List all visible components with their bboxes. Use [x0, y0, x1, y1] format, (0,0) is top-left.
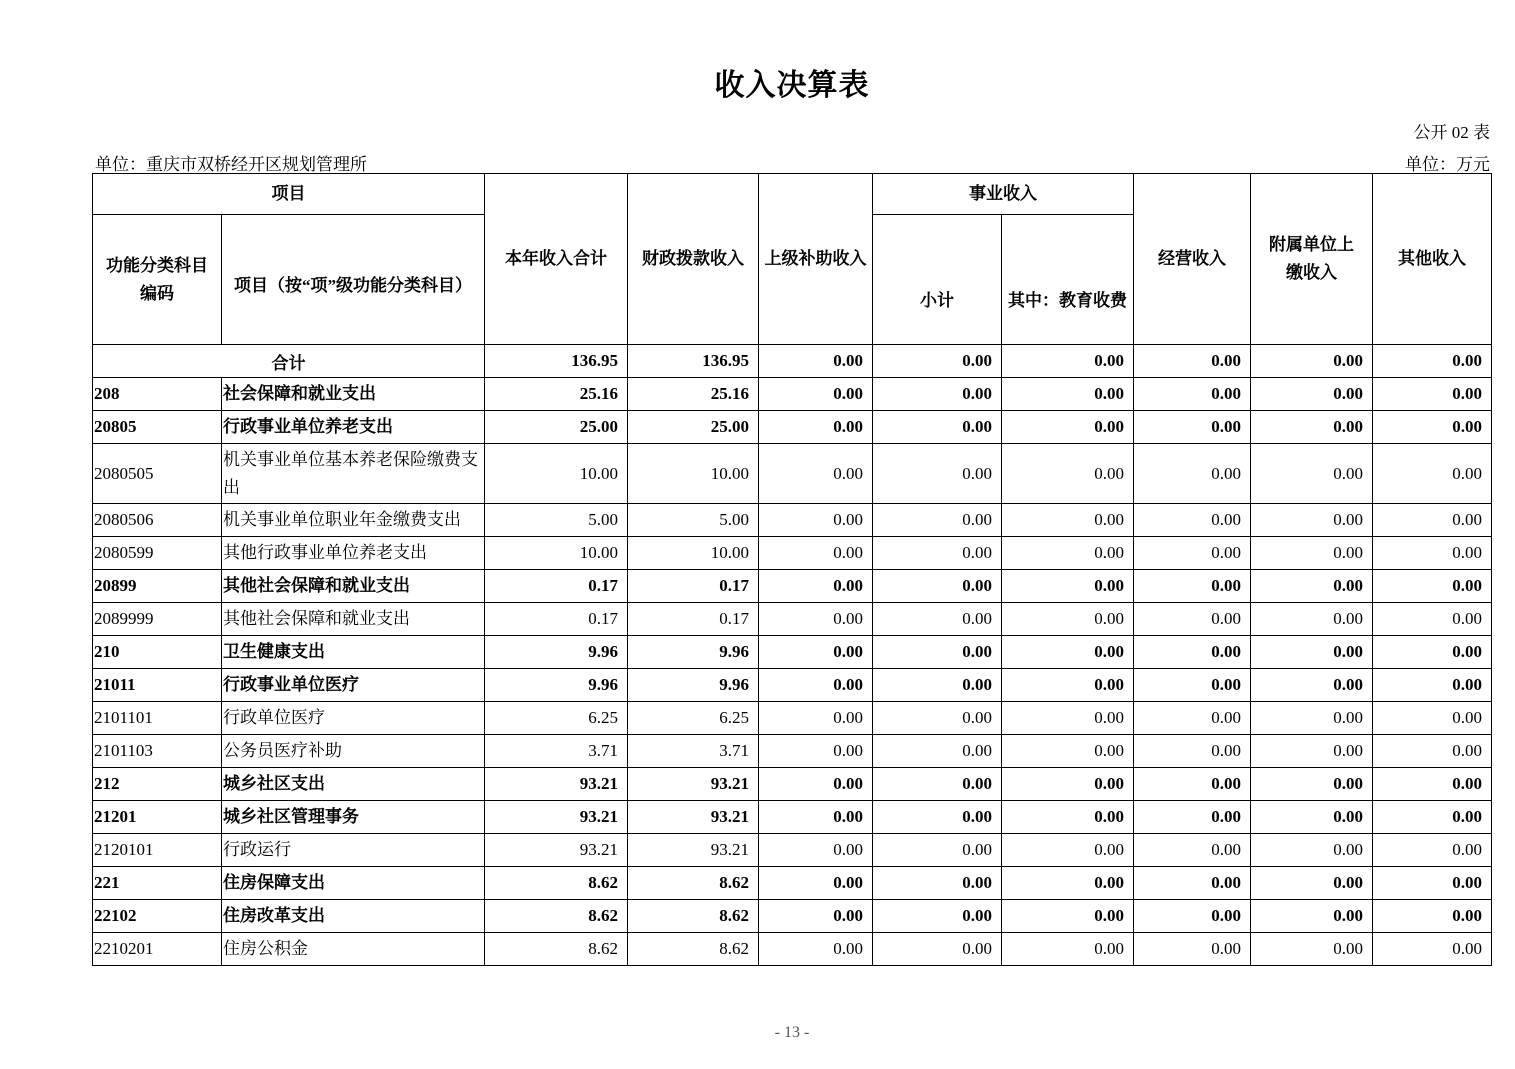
amount-cell: 0.00 — [1002, 570, 1134, 603]
function-name-cell: 行政事业单位养老支出 — [222, 411, 485, 444]
amount-cell: 0.00 — [1373, 603, 1492, 636]
amount-cell: 0.00 — [1002, 702, 1134, 735]
function-code-cell: 2080505 — [93, 444, 222, 504]
amount-cell: 0.00 — [759, 669, 873, 702]
header-other-income: 其他收入 — [1373, 174, 1492, 345]
table-row — [93, 537, 1492, 570]
amount-cell: 0.00 — [1373, 636, 1492, 669]
amount-cell: 0.00 — [1251, 768, 1373, 801]
amount-cell: 0.00 — [1373, 933, 1492, 966]
amount-cell: 0.00 — [759, 735, 873, 768]
amount-cell: 10.00 — [628, 444, 759, 504]
table-row — [93, 735, 1492, 768]
amount-cell: 0.00 — [1251, 504, 1373, 537]
amount-cell: 0.00 — [759, 900, 873, 933]
amount-cell: 0.00 — [873, 900, 1002, 933]
amount-cell: 0.00 — [873, 834, 1002, 867]
function-code-cell: 208 — [93, 378, 222, 411]
function-name-cell: 其他社会保障和就业支出 — [222, 570, 485, 603]
function-code-cell: 2120101 — [93, 834, 222, 867]
function-code-cell: 210 — [93, 636, 222, 669]
table-row — [93, 636, 1492, 669]
function-code-cell: 2210201 — [93, 933, 222, 966]
table-row — [93, 933, 1492, 966]
amount-cell: 93.21 — [628, 801, 759, 834]
amount-cell: 9.96 — [485, 636, 628, 669]
currency-unit: 单位：万元 — [1405, 155, 1490, 174]
amount-cell: 0.00 — [1002, 900, 1134, 933]
amount-cell: 0.00 — [1002, 411, 1134, 444]
page-title: 收入决算表 — [714, 69, 870, 102]
function-code-cell: 2080599 — [93, 537, 222, 570]
amount-cell: 0.00 — [1134, 768, 1251, 801]
amount-cell: 6.25 — [628, 702, 759, 735]
amount-cell: 0.00 — [1251, 900, 1373, 933]
function-code-cell: 2089999 — [93, 603, 222, 636]
table-row — [93, 867, 1492, 900]
table-row — [93, 801, 1492, 834]
amount-cell: 0.00 — [1134, 735, 1251, 768]
amount-cell: 0.00 — [1373, 537, 1492, 570]
function-code-cell: 212 — [93, 768, 222, 801]
amount-cell: 0.00 — [873, 603, 1002, 636]
function-code-cell: 2080506 — [93, 504, 222, 537]
function-code-cell: 22102 — [93, 900, 222, 933]
amount-cell: 9.96 — [628, 669, 759, 702]
table-row — [93, 834, 1492, 867]
amount-cell: 5.00 — [485, 504, 628, 537]
function-code-cell: 2101103 — [93, 735, 222, 768]
header-project: 项目 — [93, 174, 485, 215]
amount-cell: 0.00 — [1251, 537, 1373, 570]
function-name-cell: 城乡社区支出 — [222, 768, 485, 801]
amount-cell: 10.00 — [485, 537, 628, 570]
amount-cell: 93.21 — [485, 834, 628, 867]
amount-cell: 0.17 — [485, 603, 628, 636]
amount-cell: 0.00 — [1134, 444, 1251, 504]
amount-cell: 0.00 — [1002, 867, 1134, 900]
function-code-cell: 21201 — [93, 801, 222, 834]
amount-cell: 0.00 — [1373, 669, 1492, 702]
amount-cell: 0.00 — [1373, 735, 1492, 768]
function-name-cell: 行政单位医疗 — [222, 702, 485, 735]
function-name-cell: 机关事业单位基本养老保险缴费支出 — [222, 444, 485, 504]
header-function-code: 功能分类科目编码 — [93, 215, 222, 345]
amount-cell: 0.00 — [1134, 702, 1251, 735]
amount-cell: 0.00 — [1373, 444, 1492, 504]
amount-cell: 0.00 — [759, 537, 873, 570]
amount-cell: 0.00 — [1251, 834, 1373, 867]
amount-cell: 93.21 — [485, 768, 628, 801]
amount-cell: 8.62 — [485, 933, 628, 966]
function-name-cell: 其他行政事业单位养老支出 — [222, 537, 485, 570]
income-final-accounts-table — [92, 173, 1492, 966]
amount-cell: 0.00 — [759, 570, 873, 603]
amount-cell: 0.00 — [1373, 900, 1492, 933]
amount-cell: 0.00 — [1002, 603, 1134, 636]
amount-cell: 0.00 — [1251, 603, 1373, 636]
amount-cell: 0.00 — [1251, 702, 1373, 735]
amount-cell: 0.00 — [759, 768, 873, 801]
total-cell: 0.00 — [1373, 345, 1492, 378]
amount-cell: 25.16 — [485, 378, 628, 411]
amount-cell: 0.17 — [628, 603, 759, 636]
total-cell: 0.00 — [759, 345, 873, 378]
function-name-cell: 住房改革支出 — [222, 900, 485, 933]
amount-cell: 0.00 — [1002, 537, 1134, 570]
amount-cell: 9.96 — [485, 669, 628, 702]
total-cell: 136.95 — [628, 345, 759, 378]
amount-cell: 25.00 — [485, 411, 628, 444]
amount-cell: 6.25 — [485, 702, 628, 735]
header-education-fee: 其中：教育收费 — [1002, 215, 1134, 345]
amount-cell: 0.00 — [1002, 636, 1134, 669]
total-cell: 0.00 — [1251, 345, 1373, 378]
table-row — [93, 378, 1492, 411]
function-name-cell: 住房公积金 — [222, 933, 485, 966]
total-cell: 0.00 — [873, 345, 1002, 378]
table-row — [93, 669, 1492, 702]
amount-cell: 0.17 — [485, 570, 628, 603]
amount-cell: 0.00 — [873, 636, 1002, 669]
organization-unit: 单位：重庆市双桥经开区规划管理所 — [95, 155, 367, 174]
amount-cell: 0.00 — [1134, 669, 1251, 702]
amount-cell: 3.71 — [628, 735, 759, 768]
amount-cell: 0.00 — [1251, 636, 1373, 669]
form-number: 公开 02 表 — [1413, 123, 1490, 142]
amount-cell: 0.00 — [759, 378, 873, 411]
table-row — [93, 570, 1492, 603]
amount-cell: 0.00 — [759, 603, 873, 636]
amount-cell: 0.00 — [1251, 867, 1373, 900]
amount-cell: 0.17 — [628, 570, 759, 603]
amount-cell: 0.00 — [1251, 801, 1373, 834]
header-operating-income: 经营收入 — [1134, 174, 1251, 345]
amount-cell: 0.00 — [1373, 570, 1492, 603]
amount-cell: 0.00 — [873, 768, 1002, 801]
amount-cell: 0.00 — [1373, 504, 1492, 537]
function-code-cell: 21011 — [93, 669, 222, 702]
amount-cell: 0.00 — [1002, 768, 1134, 801]
amount-cell: 0.00 — [1373, 378, 1492, 411]
amount-cell: 0.00 — [759, 411, 873, 444]
amount-cell: 0.00 — [1251, 570, 1373, 603]
amount-cell: 8.62 — [628, 867, 759, 900]
amount-cell: 0.00 — [759, 801, 873, 834]
amount-cell: 0.00 — [873, 735, 1002, 768]
function-name-cell: 公务员医疗补助 — [222, 735, 485, 768]
amount-cell: 0.00 — [1373, 801, 1492, 834]
amount-cell: 0.00 — [1002, 834, 1134, 867]
function-name-cell: 住房保障支出 — [222, 867, 485, 900]
amount-cell: 0.00 — [1373, 702, 1492, 735]
header-function-name: 项目（按“项”级功能分类科目） — [222, 215, 485, 345]
amount-cell: 0.00 — [873, 504, 1002, 537]
function-name-cell: 社会保障和就业支出 — [222, 378, 485, 411]
amount-cell: 0.00 — [759, 444, 873, 504]
table-row — [93, 504, 1492, 537]
amount-cell: 3.71 — [485, 735, 628, 768]
table-row-total — [93, 345, 1492, 378]
function-name-cell: 机关事业单位职业年金缴费支出 — [222, 504, 485, 537]
table-row — [93, 444, 1492, 504]
function-code-cell: 221 — [93, 867, 222, 900]
amount-cell: 0.00 — [1134, 933, 1251, 966]
page-number: - 13 - — [774, 1024, 810, 1041]
header-affiliated-income: 附属单位上缴收入 — [1251, 174, 1373, 345]
total-cell: 0.00 — [1002, 345, 1134, 378]
amount-cell: 0.00 — [1251, 669, 1373, 702]
amount-cell: 0.00 — [1134, 378, 1251, 411]
amount-cell: 0.00 — [1134, 636, 1251, 669]
amount-cell: 0.00 — [873, 801, 1002, 834]
amount-cell: 0.00 — [759, 834, 873, 867]
amount-cell: 0.00 — [1251, 444, 1373, 504]
amount-cell: 0.00 — [1134, 570, 1251, 603]
amount-cell: 0.00 — [1134, 867, 1251, 900]
amount-cell: 0.00 — [873, 933, 1002, 966]
function-name-cell: 卫生健康支出 — [222, 636, 485, 669]
amount-cell: 0.00 — [1373, 411, 1492, 444]
amount-cell: 0.00 — [1134, 834, 1251, 867]
total-cell: 0.00 — [1134, 345, 1251, 378]
amount-cell: 0.00 — [873, 570, 1002, 603]
function-name-cell: 行政事业单位医疗 — [222, 669, 485, 702]
amount-cell: 0.00 — [759, 504, 873, 537]
amount-cell: 0.00 — [1002, 378, 1134, 411]
amount-cell: 0.00 — [1002, 504, 1134, 537]
amount-cell: 0.00 — [1134, 801, 1251, 834]
header-total-income: 本年收入合计 — [485, 174, 628, 345]
total-cell: 136.95 — [485, 345, 628, 378]
amount-cell: 0.00 — [1134, 900, 1251, 933]
header-superior-subsidy: 上级补助收入 — [759, 174, 873, 345]
amount-cell: 0.00 — [1251, 411, 1373, 444]
amount-cell: 25.16 — [628, 378, 759, 411]
amount-cell: 0.00 — [1134, 504, 1251, 537]
amount-cell: 0.00 — [1134, 603, 1251, 636]
function-code-cell: 20805 — [93, 411, 222, 444]
function-code-cell: 2101101 — [93, 702, 222, 735]
amount-cell: 10.00 — [485, 444, 628, 504]
header-fiscal-allocation: 财政拨款收入 — [628, 174, 759, 345]
function-name-cell: 行政运行 — [222, 834, 485, 867]
table-row — [93, 900, 1492, 933]
amount-cell: 5.00 — [628, 504, 759, 537]
amount-cell: 0.00 — [873, 867, 1002, 900]
table-row — [93, 702, 1492, 735]
amount-cell: 0.00 — [1002, 801, 1134, 834]
amount-cell: 8.62 — [628, 933, 759, 966]
amount-cell: 93.21 — [628, 768, 759, 801]
amount-cell: 0.00 — [1002, 444, 1134, 504]
amount-cell: 0.00 — [1002, 735, 1134, 768]
amount-cell: 0.00 — [873, 702, 1002, 735]
header-subtotal: 小计 — [873, 215, 1002, 345]
amount-cell: 0.00 — [1002, 933, 1134, 966]
amount-cell: 0.00 — [759, 702, 873, 735]
amount-cell: 0.00 — [873, 537, 1002, 570]
amount-cell: 0.00 — [1002, 669, 1134, 702]
amount-cell: 0.00 — [1251, 735, 1373, 768]
amount-cell: 93.21 — [485, 801, 628, 834]
table-row — [93, 411, 1492, 444]
amount-cell: 0.00 — [873, 444, 1002, 504]
amount-cell: 0.00 — [1373, 834, 1492, 867]
amount-cell: 0.00 — [759, 933, 873, 966]
header-business-income: 事业收入 — [873, 174, 1134, 215]
function-code-cell: 20899 — [93, 570, 222, 603]
amount-cell: 25.00 — [628, 411, 759, 444]
amount-cell: 0.00 — [1251, 378, 1373, 411]
function-name-cell: 其他社会保障和就业支出 — [222, 603, 485, 636]
amount-cell: 8.62 — [485, 867, 628, 900]
amount-cell: 8.62 — [628, 900, 759, 933]
amount-cell: 10.00 — [628, 537, 759, 570]
amount-cell: 0.00 — [873, 411, 1002, 444]
amount-cell: 0.00 — [759, 636, 873, 669]
function-name-cell: 城乡社区管理事务 — [222, 801, 485, 834]
table-row — [93, 768, 1492, 801]
amount-cell: 0.00 — [1134, 537, 1251, 570]
amount-cell: 0.00 — [873, 378, 1002, 411]
amount-cell: 0.00 — [1251, 933, 1373, 966]
amount-cell: 93.21 — [628, 834, 759, 867]
amount-cell: 0.00 — [873, 669, 1002, 702]
amount-cell: 0.00 — [759, 867, 873, 900]
total-label: 合计 — [93, 345, 485, 378]
amount-cell: 0.00 — [1134, 411, 1251, 444]
amount-cell: 9.96 — [628, 636, 759, 669]
amount-cell: 0.00 — [1373, 867, 1492, 900]
amount-cell: 8.62 — [485, 900, 628, 933]
table-row — [93, 603, 1492, 636]
amount-cell: 0.00 — [1373, 768, 1492, 801]
